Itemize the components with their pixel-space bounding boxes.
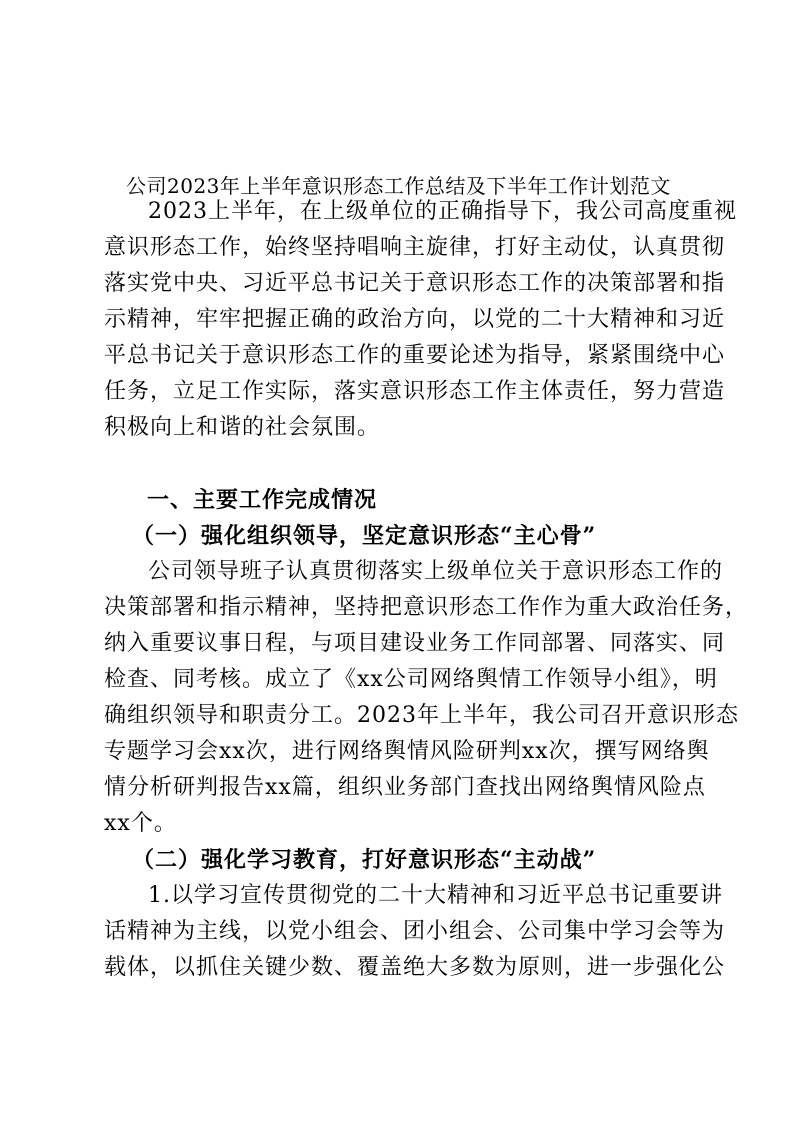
- paragraph-line: 纳入重要议事日程，与项目建设业务工作同部署、同落实、同: [104, 631, 726, 656]
- paragraph-line: xx个。: [104, 811, 177, 836]
- paragraph-line: 示精神，牢牢把握正确的政治方向，以党的二十大精神和习近: [104, 307, 726, 332]
- paragraph-line: 决策部署和指示精神，坚持把意识形态工作作为重大政治任务，: [104, 595, 749, 620]
- section-heading: 一、主要工作完成情况: [147, 487, 378, 513]
- paragraph-line: 任务，立足工作实际，落实意识形态工作主体责任，努力营造: [104, 379, 726, 404]
- paragraph-line: 专题学习会xx次，进行网络舆情风险研判xx次，撰写网络舆: [104, 739, 710, 764]
- paragraph-line: 落实党中央、习近平总书记关于意识形态工作的决策部署和指: [104, 271, 726, 296]
- paragraph-line: 载体，以抓住关键少数、覆盖绝大多数为原则，进一步强化公: [104, 955, 726, 980]
- paragraph-line: 情分析研判报告xx篇，组织业务部门查找出网络舆情风险点: [104, 775, 706, 800]
- paragraph-line: 意识形态工作，始终坚持唱响主旋律，打好主动仗，认真贯彻: [104, 235, 726, 260]
- document-title: 公司2023年上半年意识形态工作总结及下半年工作计划范文: [126, 174, 671, 198]
- paragraph-line: 1.以学习宣传贯彻党的二十大精神和习近平总书记重要讲: [148, 883, 723, 908]
- paragraph-line: 检查、同考核。成立了《xx公司网络舆情工作领导小组》，明: [104, 667, 718, 692]
- subsection-heading: （二）强化学习教育，打好意识形态“主动战”: [132, 847, 597, 873]
- paragraph-line: 话精神为主线，以党小组会、团小组会、公司集中学习会等为: [104, 919, 726, 944]
- subsection-heading: （一）强化组织领导，坚定意识形态“主心骨”: [132, 523, 597, 549]
- paragraph-line: 积极向上和谐的社会氛围。: [104, 415, 381, 440]
- paragraph-line: 公司领导班子认真贯彻落实上级单位关于意识形态工作的: [148, 559, 724, 584]
- paragraph-line: 平总书记关于意识形态工作的重要论述为指导，紧紧围绕中心: [104, 343, 726, 368]
- paragraph-line: 确组织领导和职责分工。2023年上半年，我公司召开意识形态: [104, 703, 739, 728]
- paragraph-line: 2023上半年，在上级单位的正确指导下，我公司高度重视: [148, 199, 737, 224]
